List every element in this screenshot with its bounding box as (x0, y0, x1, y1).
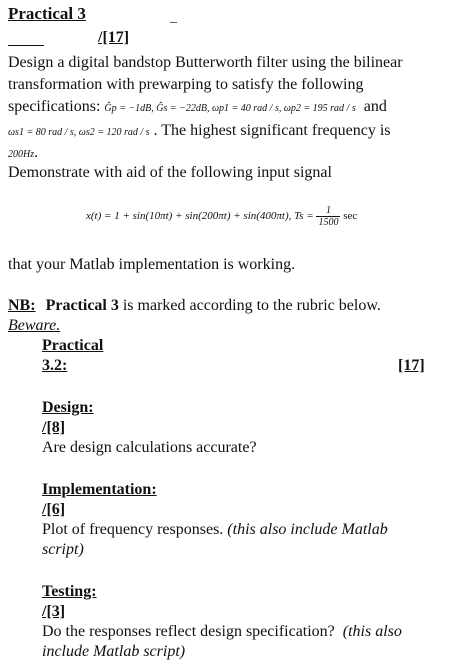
practical-label: Practical (42, 337, 104, 354)
implementation-note: script) (42, 541, 84, 558)
nb-label: NB: (8, 297, 36, 314)
spec-label: specifications: (8, 98, 101, 115)
beware-text: Beware. (8, 317, 61, 334)
nb-text: is marked according to the rubric below. (122, 297, 381, 314)
task-line-6: Demonstrate with aid of the following input signal (8, 164, 332, 181)
testing-heading: Testing: (42, 583, 97, 600)
design-marks: /[8] (42, 419, 66, 436)
nb-practical: Practical 3 (45, 297, 119, 314)
implementation-heading: Implementation: (42, 481, 157, 498)
design-text: Are design calculations accurate? (42, 439, 257, 456)
ts-numerator: 1 (316, 205, 340, 217)
ts-fraction (316, 205, 340, 228)
implementation-marks: /[6] (42, 501, 66, 518)
testing-note: include Matlab script) (42, 643, 186, 660)
implementation-text: Plot of frequency responses. (this also include Matlab (42, 521, 388, 538)
title-dash: _ (170, 10, 177, 25)
task-line-1: Design a digital bandstop Butterworth filter using the bilinear (8, 54, 403, 71)
freq-value: 200Hz (8, 149, 35, 160)
input-signal-formula (86, 205, 357, 228)
page-title: Practical 3 (8, 4, 86, 23)
task-line-3 (8, 97, 387, 119)
formula-expression: x(t) = 1 + sin(10πt) + sin(200πt) + sin(400πt), Ts = (86, 210, 314, 223)
task-line-4 (8, 121, 391, 143)
formula-unit: sec (343, 210, 358, 223)
ts-denominator: 1500 (318, 217, 339, 228)
testing-marks: /[3] (42, 603, 66, 620)
practical-marks: [17] (398, 357, 425, 374)
practical-number: 3.2: (42, 357, 68, 374)
total-marks: /[17] (98, 29, 130, 46)
testing-text: Do the responses reflect design specification? (this also (42, 623, 402, 640)
task-line-2: transformation with prewarping to satisfy the following (8, 76, 364, 93)
freq-text: . The highest significant frequency is (153, 122, 391, 139)
task-line-7: that your Matlab implementation is working. (8, 256, 296, 273)
spec-values-2: ωs1 = 80 rad / s, ωs2 = 120 rad / s (8, 127, 150, 138)
spec-and: and (363, 98, 387, 115)
score-blank (8, 28, 44, 46)
task-line-5: 200Hz. (8, 144, 39, 161)
nb-note (8, 297, 381, 315)
spec-values-1: Ĝp = −1dB, Ĝs = −22dB, ωp1 = 40 rad / s, ωp2 = 195 rad / s (104, 103, 356, 114)
design-heading: Design: (42, 399, 94, 416)
